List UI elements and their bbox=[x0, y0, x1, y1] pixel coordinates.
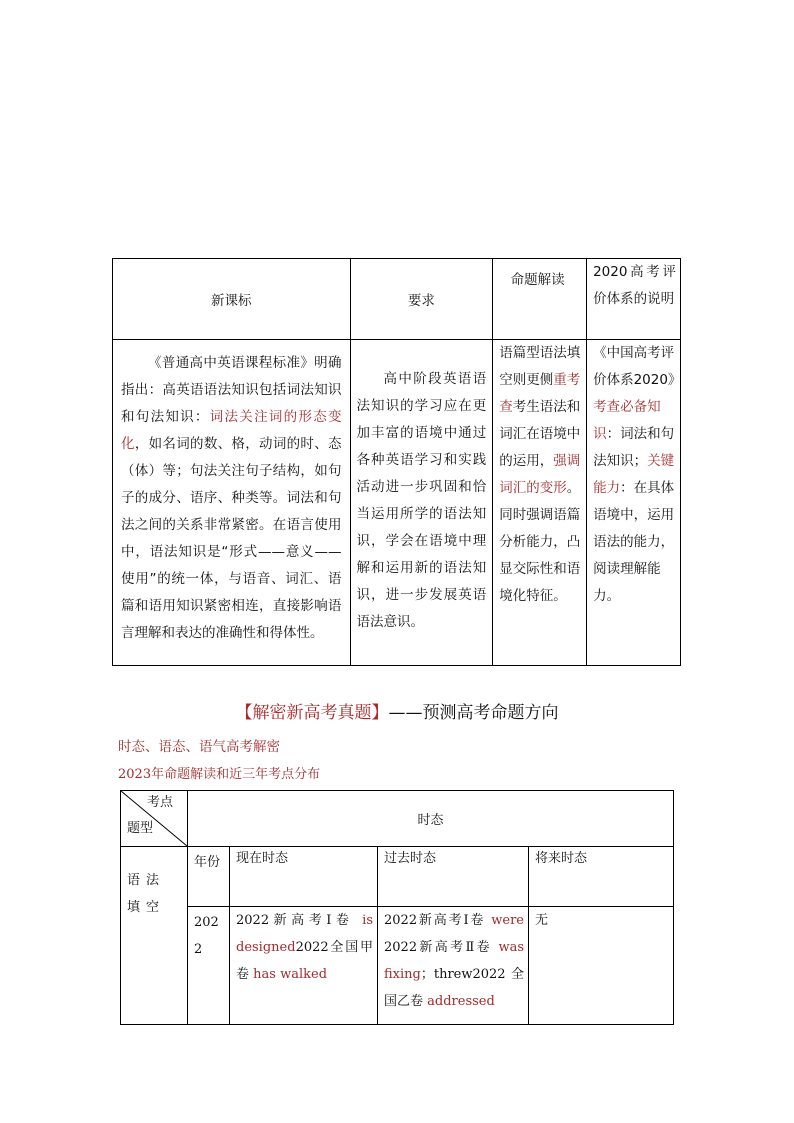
new-standard-text-1: 《普通高中英语课程标准》明确指出：高英语语法知识包括词法知识和句法知识： bbox=[121, 355, 342, 425]
row-label: 语法填空 bbox=[127, 873, 166, 915]
header-new-standard-label: 新课标 bbox=[211, 293, 252, 309]
past-answer-3: addressed bbox=[427, 994, 495, 1009]
evaluation-text-2: ：词法和句法知识； bbox=[593, 426, 675, 469]
header-interpretation-label: 命题解读 bbox=[510, 272, 565, 288]
header-requirement bbox=[350, 259, 493, 340]
past-cell bbox=[378, 907, 529, 1025]
cell-evaluation-system bbox=[587, 340, 681, 666]
diagonal-header-cell bbox=[121, 791, 188, 847]
interpretation-text-1: 语篇型语法填空则更侧 bbox=[499, 345, 581, 388]
section-title-bracketed: 【解密新高考真题】 bbox=[235, 703, 389, 723]
present-header-label: 现在时态 bbox=[236, 851, 289, 866]
past-header-cell bbox=[378, 847, 529, 907]
interpretation-text-3: 。同时强调语篇分析能力，凸显交际性和语境化特征。 bbox=[499, 480, 581, 604]
present-value bbox=[230, 907, 377, 1024]
section-title bbox=[0, 698, 794, 723]
year-cell bbox=[188, 907, 230, 1025]
past-exam-1: 2022新高考Ⅰ卷 bbox=[384, 913, 486, 928]
evaluation-text-3: ：在具体语境中，运用语法的能力，阅读理解能力。 bbox=[593, 480, 675, 604]
future-header-label: 将来时态 bbox=[535, 851, 588, 866]
header-new-standard bbox=[113, 259, 351, 340]
year-header-cell bbox=[188, 847, 230, 907]
diagonal-top-label: 考点 bbox=[146, 795, 173, 810]
future-header-cell bbox=[529, 847, 674, 907]
tense-subheader-row bbox=[121, 847, 674, 907]
header-evaluation-system bbox=[587, 259, 681, 340]
header-requirement-label: 要求 bbox=[407, 293, 435, 309]
year-value: 2022 bbox=[194, 915, 219, 957]
year-header-label: 年份 bbox=[194, 855, 221, 870]
header-evaluation-system-label: 2020高考评价体系的说明 bbox=[593, 264, 676, 307]
present-exam-1: 2022新高考Ⅰ卷 bbox=[236, 913, 354, 928]
present-cell bbox=[230, 907, 378, 1025]
present-exam-2: 2022全国甲卷 bbox=[236, 940, 373, 982]
subheading-tenses: 时态、语态、语气高考解密 bbox=[118, 739, 280, 755]
present-answer-2: has walked bbox=[253, 967, 328, 982]
interpretation-text bbox=[493, 340, 586, 610]
header-interpretation bbox=[493, 259, 587, 340]
present-header-cell bbox=[230, 847, 378, 907]
future-value: 无 bbox=[535, 913, 549, 928]
diagonal-bottom-label: 题型 bbox=[127, 821, 154, 836]
exam-points-header-row bbox=[121, 791, 674, 847]
past-exam-2: 2022新高考Ⅱ卷 bbox=[384, 940, 492, 955]
evaluation-text bbox=[587, 340, 680, 610]
standards-body-row bbox=[113, 340, 681, 666]
requirement-text: 高中阶段英语语法知识的学习应在更加丰富的语境中通过各种英语学习和实践活动进一步巩固和恰当运用所学的语法知识，学会在语境中理解和运用新的语法知识，进一步发展英语语法意识。 bbox=[356, 371, 487, 630]
evaluation-text-1: 《中国高考评价体系2020》 bbox=[593, 345, 682, 388]
interpretation-highlight-2: 强调词汇的变形 bbox=[499, 453, 581, 496]
standards-header-row bbox=[113, 259, 681, 340]
exam-data-row bbox=[121, 907, 674, 1025]
past-answer-1: were bbox=[491, 913, 524, 928]
evaluation-highlight-2: 关键能力 bbox=[593, 453, 675, 496]
past-exam-3: ；threw2022全国乙卷 bbox=[384, 967, 524, 1009]
future-cell bbox=[529, 907, 674, 1025]
subheading-distribution: 2023年命题解读和近三年考点分布 bbox=[118, 767, 321, 782]
standards-table bbox=[112, 258, 681, 666]
past-value bbox=[378, 907, 528, 1024]
cell-interpretation bbox=[493, 340, 587, 666]
interpretation-text-2: 考生语法和词汇在语境中的运用， bbox=[499, 399, 581, 469]
past-header-label: 过去时态 bbox=[384, 851, 437, 866]
evaluation-highlight-1: 考查必备知识 bbox=[593, 399, 661, 442]
tense-header-label: 时态 bbox=[417, 813, 444, 828]
present-answer-1: is designed bbox=[236, 913, 373, 955]
new-standard-text-2: ，如名词的数、格，动词的时、态（体）等；句法关注句子结构，如句子的成分、语序、种类等。词法和句法之间的关系非常紧密。在语言使用中，语法知识是“形式——意义——使用”的统一体，与语音、词汇、语篇和语用知识紧密相连，直接影响语言理解和表达的准确性和得体性。 bbox=[121, 436, 342, 641]
exam-points-table bbox=[120, 790, 674, 1025]
interpretation-highlight-1: 重考查 bbox=[499, 372, 581, 415]
new-standard-text-highlight: 词法关注词的形态变化 bbox=[121, 409, 342, 452]
cell-requirement bbox=[350, 340, 493, 666]
past-answer-2: was fixing bbox=[384, 940, 525, 982]
row-label-cell bbox=[121, 847, 188, 1025]
cell-new-standard bbox=[113, 340, 351, 666]
section-title-rest: ——预测高考命题方向 bbox=[388, 703, 559, 723]
new-standard-text bbox=[113, 340, 350, 647]
tense-header-cell bbox=[188, 791, 674, 847]
